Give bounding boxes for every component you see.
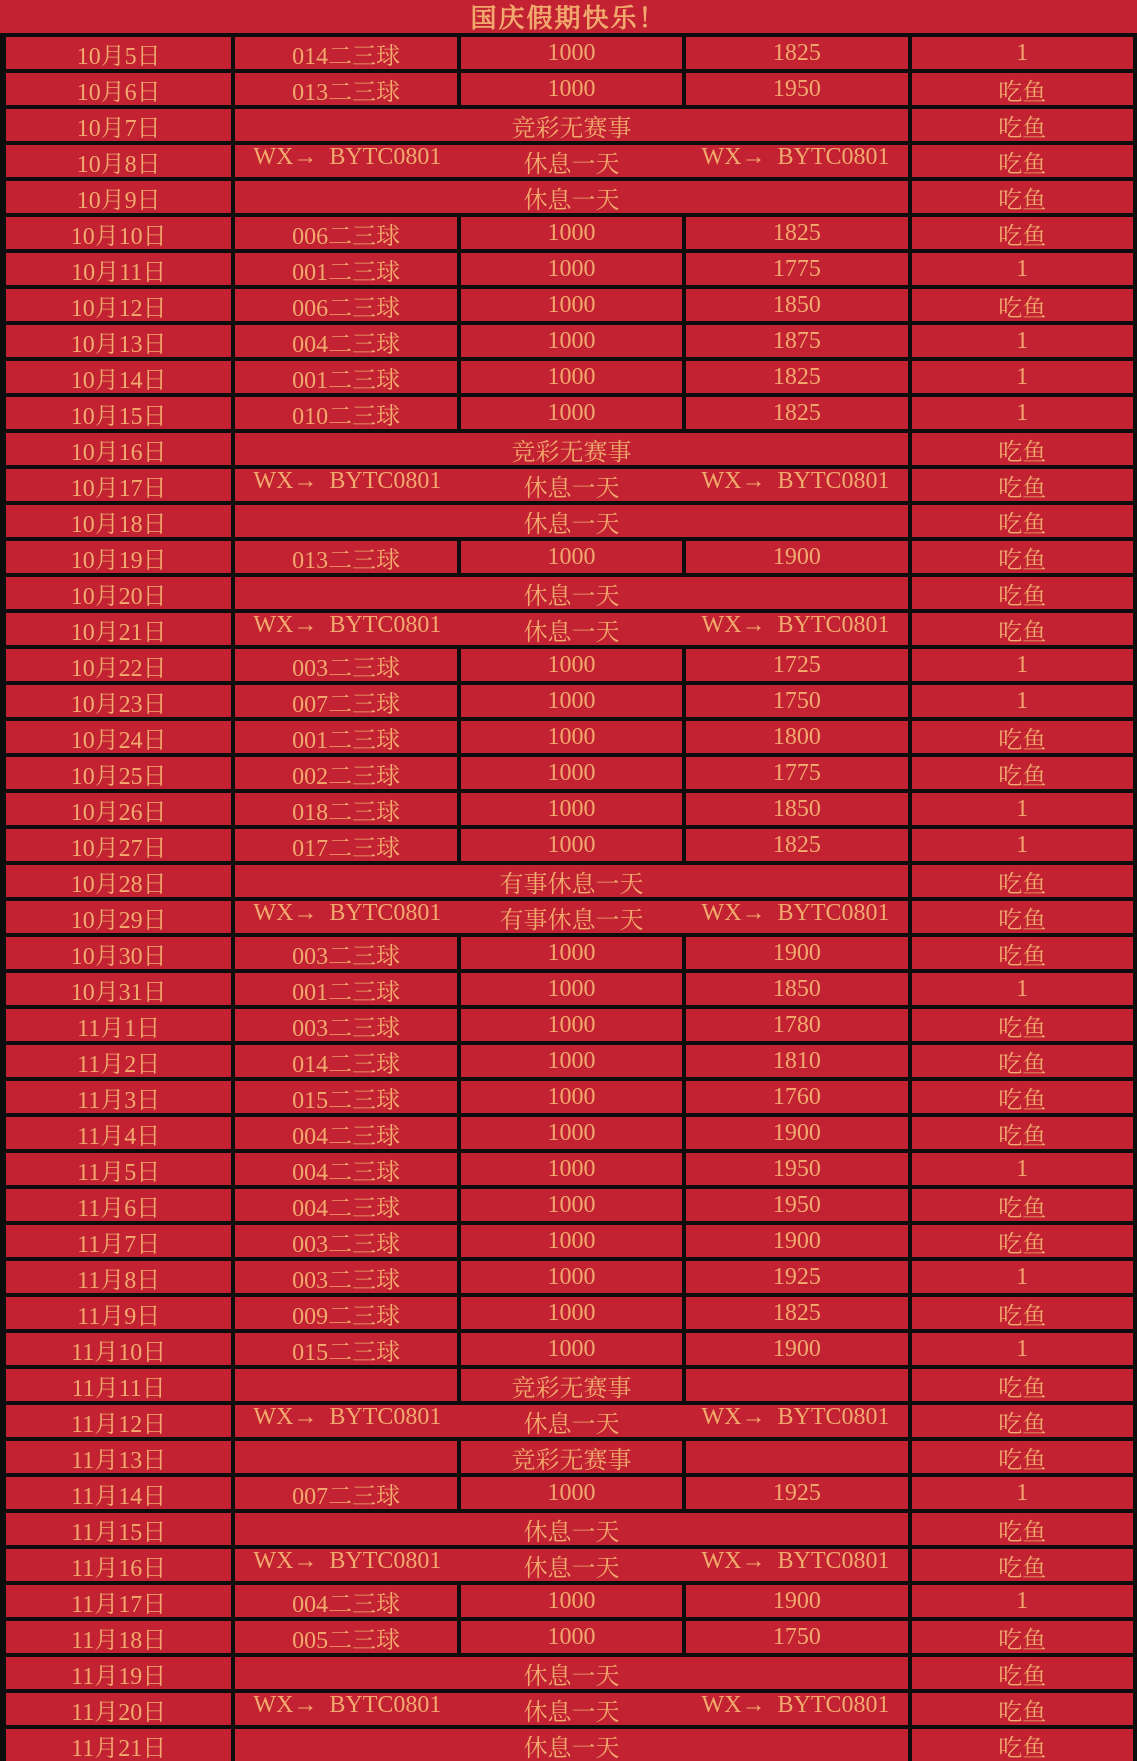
- code-cell: 013二三球: [231, 541, 456, 573]
- table-row: [6, 321, 1133, 357]
- code-cell: 002二三球: [231, 757, 456, 789]
- date-cell: 11月18日: [71, 1627, 167, 1653]
- result-cell: 1: [908, 829, 1133, 861]
- result-cell: 1: [908, 685, 1133, 717]
- date-cell: 10月25日: [70, 763, 167, 789]
- stake-cell: 1000: [457, 1045, 682, 1077]
- result-cell: 吃鱼: [908, 217, 1133, 249]
- odds-cell: 1750: [682, 1621, 907, 1653]
- odds-cell: 1750: [682, 685, 907, 717]
- date-cell: 10月28日: [70, 871, 167, 897]
- date-cell: 10月7日: [76, 115, 161, 141]
- date-cell: 10月18日: [70, 511, 167, 537]
- date-cell: 10月24日: [70, 727, 167, 753]
- table-row: [6, 933, 1133, 969]
- code-cell: 009二三球: [231, 1297, 456, 1329]
- code-cell: 015二三球: [231, 1333, 456, 1365]
- stake-cell: 1000: [457, 829, 682, 861]
- odds-cell: 1925: [682, 1261, 907, 1293]
- result-cell: 吃鱼: [908, 1369, 1133, 1401]
- result-cell: 1: [908, 649, 1133, 681]
- code-cell: [231, 1369, 456, 1401]
- date-cell: 11月8日: [77, 1267, 161, 1293]
- code-cell: 006二三球: [231, 217, 456, 249]
- result-cell: 吃鱼: [908, 1009, 1133, 1041]
- date-cell: 11月20日: [71, 1699, 167, 1725]
- result-cell: 吃鱼: [908, 577, 1133, 609]
- result-cell: 吃鱼: [908, 613, 1133, 645]
- stake-cell: 1000: [457, 649, 682, 681]
- code-cell: 003二三球: [231, 1261, 456, 1293]
- date-cell: 10月8日: [76, 151, 161, 177]
- odds-cell: 1825: [682, 361, 907, 393]
- odds-cell: 1850: [682, 793, 907, 825]
- wx-right-label: WX→ BYTC0801: [701, 145, 890, 170]
- stake-cell: 1000: [457, 217, 682, 249]
- code-cell: 004二三球: [231, 1153, 456, 1185]
- table-row: [6, 1365, 1133, 1401]
- table-row: [6, 1437, 1133, 1473]
- wx-note-cell: [231, 613, 907, 645]
- date-cell: 11月3日: [77, 1087, 161, 1113]
- stake-cell: 1000: [457, 973, 682, 1005]
- note-label: 休息一天: [523, 1555, 620, 1581]
- note-cell: 休息一天: [231, 577, 907, 609]
- table-row: [6, 1725, 1133, 1761]
- date-cell: 11月14日: [71, 1483, 167, 1509]
- result-cell: 1: [908, 1333, 1133, 1365]
- table-row: [6, 465, 1133, 501]
- wx-left-label: WX→ BYTC0801: [253, 613, 442, 638]
- wx-note-cell: [231, 901, 907, 933]
- note-label: 休息一天: [523, 475, 620, 501]
- result-cell: 吃鱼: [908, 1657, 1133, 1689]
- date-cell: 10月21日: [70, 619, 167, 645]
- result-cell: 吃鱼: [908, 1045, 1133, 1077]
- odds-cell: 1875: [682, 325, 907, 357]
- table-row: [6, 1617, 1133, 1653]
- stake-cell: 1000: [457, 1225, 682, 1257]
- result-cell: 1: [908, 1477, 1133, 1509]
- table-row: [6, 33, 1133, 69]
- date-cell: 10月17日: [70, 475, 167, 501]
- table-row: [6, 357, 1133, 393]
- result-cell: 吃鱼: [908, 757, 1133, 789]
- table-row: [6, 1149, 1133, 1185]
- odds-cell: 1825: [682, 1297, 907, 1329]
- code-cell: 015二三球: [231, 1081, 456, 1113]
- code-cell: 001二三球: [231, 361, 456, 393]
- table-row: [6, 1077, 1133, 1113]
- table-row: [6, 1509, 1133, 1545]
- code-cell: 017二三球: [231, 829, 456, 861]
- stake-cell: 1000: [457, 1153, 682, 1185]
- odds-cell: 1825: [682, 217, 907, 249]
- result-cell: 1: [908, 1261, 1133, 1293]
- date-cell: 10月10日: [70, 223, 167, 249]
- code-cell: 003二三球: [231, 1009, 456, 1041]
- stake-cell: 1000: [457, 253, 682, 285]
- result-cell: 吃鱼: [908, 1513, 1133, 1545]
- odds-cell: 1775: [682, 757, 907, 789]
- code-cell: 003二三球: [231, 649, 456, 681]
- code-cell: 004二三球: [231, 1117, 456, 1149]
- result-cell: 吃鱼: [908, 1081, 1133, 1113]
- code-cell: [231, 1441, 456, 1473]
- table-row: [6, 1185, 1133, 1221]
- stake-cell: 1000: [457, 541, 682, 573]
- result-cell: 1: [908, 325, 1133, 357]
- table-row: [6, 717, 1133, 753]
- table-row: [6, 393, 1133, 429]
- result-cell: 1: [908, 1585, 1133, 1617]
- date-cell: 11月7日: [77, 1231, 161, 1257]
- odds-cell: 1725: [682, 649, 907, 681]
- odds-cell: [682, 1369, 907, 1401]
- stake-cell: 1000: [457, 1621, 682, 1653]
- note-cell: 竞彩无赛事: [457, 1441, 682, 1473]
- note-cell: 休息一天: [231, 1513, 907, 1545]
- stake-cell: 1000: [457, 1081, 682, 1113]
- date-cell: 10月23日: [70, 691, 167, 717]
- note-label: 休息一天: [523, 151, 620, 177]
- wx-left-label: WX→ BYTC0801: [253, 901, 442, 926]
- table-row: [6, 753, 1133, 789]
- table-row: [6, 789, 1133, 825]
- result-cell: 吃鱼: [908, 1117, 1133, 1149]
- date-cell: 10月5日: [76, 43, 161, 69]
- wx-note-cell: [231, 1549, 907, 1581]
- result-cell: 吃鱼: [908, 865, 1133, 897]
- code-cell: 006二三球: [231, 289, 456, 321]
- result-cell: 1: [908, 397, 1133, 429]
- date-cell: 11月11日: [71, 1375, 166, 1401]
- note-label: 休息一天: [523, 1699, 620, 1725]
- stake-cell: 1000: [457, 37, 682, 69]
- table-row: [6, 429, 1133, 465]
- date-cell: 10月27日: [70, 835, 167, 861]
- code-cell: 001二三球: [231, 973, 456, 1005]
- table-row: [6, 105, 1133, 141]
- code-cell: 004二三球: [231, 1585, 456, 1617]
- odds-cell: 1775: [682, 253, 907, 285]
- date-cell: 11月2日: [77, 1051, 161, 1077]
- table-row: [6, 1257, 1133, 1293]
- result-cell: 吃鱼: [908, 109, 1133, 141]
- wx-left-label: WX→ BYTC0801: [253, 469, 442, 494]
- table-row: [6, 1293, 1133, 1329]
- wx-right-label: WX→ BYTC0801: [701, 901, 890, 926]
- note-cell: 休息一天: [231, 1657, 907, 1689]
- page-title: 国庆假期快乐！: [470, 4, 667, 33]
- table-row: [6, 825, 1133, 861]
- result-cell: 吃鱼: [908, 1189, 1133, 1221]
- date-cell: 10月26日: [70, 799, 167, 825]
- code-cell: 014二三球: [231, 1045, 456, 1077]
- result-cell: 吃鱼: [908, 1405, 1133, 1437]
- wx-right-label: WX→ BYTC0801: [701, 1405, 890, 1430]
- date-cell: 10月13日: [70, 331, 167, 357]
- code-cell: 003二三球: [231, 1225, 456, 1257]
- result-cell: 吃鱼: [908, 901, 1133, 933]
- table-row: [6, 681, 1133, 717]
- wx-right-label: WX→ BYTC0801: [701, 1549, 890, 1574]
- wx-note-cell: [231, 1693, 907, 1725]
- note-cell: 休息一天: [231, 181, 907, 213]
- table-row: [6, 1653, 1133, 1689]
- odds-cell: 1950: [682, 1153, 907, 1185]
- note-cell: 竞彩无赛事: [457, 1369, 682, 1401]
- odds-cell: 1850: [682, 973, 907, 1005]
- wx-right-label: WX→ BYTC0801: [701, 1693, 890, 1718]
- result-cell: 吃鱼: [908, 1549, 1133, 1581]
- table-row: [6, 969, 1133, 1005]
- wx-note-cell: [231, 469, 907, 501]
- result-cell: 1: [908, 37, 1133, 69]
- stake-cell: 1000: [457, 325, 682, 357]
- date-cell: 10月22日: [70, 655, 167, 681]
- table-row: [6, 1581, 1133, 1617]
- table-row: [6, 1041, 1133, 1077]
- date-cell: 10月9日: [76, 187, 161, 213]
- stake-cell: 1000: [457, 793, 682, 825]
- note-cell: 竞彩无赛事: [231, 109, 907, 141]
- odds-cell: 1900: [682, 937, 907, 969]
- code-cell: 018二三球: [231, 793, 456, 825]
- table-row: [6, 1113, 1133, 1149]
- odds-cell: 1900: [682, 1225, 907, 1257]
- date-cell: 11月16日: [71, 1555, 167, 1581]
- stake-cell: 1000: [457, 937, 682, 969]
- note-label: 休息一天: [523, 1411, 620, 1437]
- table-row: [6, 1221, 1133, 1257]
- wx-left-label: WX→ BYTC0801: [253, 1405, 442, 1430]
- table-row: [6, 501, 1133, 537]
- record-table: [0, 33, 1137, 1761]
- stake-cell: 1000: [457, 1477, 682, 1509]
- code-cell: 014二三球: [231, 37, 456, 69]
- code-cell: 001二三球: [231, 253, 456, 285]
- code-cell: 007二三球: [231, 1477, 456, 1509]
- wx-right-label: WX→ BYTC0801: [701, 469, 890, 494]
- result-cell: 1: [908, 973, 1133, 1005]
- date-cell: 11月17日: [71, 1591, 167, 1617]
- table-row: [6, 537, 1133, 573]
- code-cell: 004二三球: [231, 325, 456, 357]
- stake-cell: 1000: [457, 397, 682, 429]
- date-cell: 10月31日: [70, 979, 167, 1005]
- date-cell: 11月15日: [71, 1519, 167, 1545]
- code-cell: 003二三球: [231, 937, 456, 969]
- result-cell: 吃鱼: [908, 1441, 1133, 1473]
- result-cell: 吃鱼: [908, 145, 1133, 177]
- note-cell: 休息一天: [231, 1729, 907, 1761]
- note-cell: 休息一天: [231, 505, 907, 537]
- stake-cell: 1000: [457, 1585, 682, 1617]
- date-cell: 11月9日: [77, 1303, 161, 1329]
- code-cell: 005二三球: [231, 1621, 456, 1653]
- odds-cell: 1900: [682, 1333, 907, 1365]
- odds-cell: 1810: [682, 1045, 907, 1077]
- odds-cell: 1925: [682, 1477, 907, 1509]
- result-cell: 吃鱼: [908, 1297, 1133, 1329]
- code-cell: 013二三球: [231, 73, 456, 105]
- odds-cell: 1825: [682, 829, 907, 861]
- note-cell: 竞彩无赛事: [231, 433, 907, 465]
- result-cell: 吃鱼: [908, 505, 1133, 537]
- result-cell: 1: [908, 793, 1133, 825]
- odds-cell: 1900: [682, 1585, 907, 1617]
- date-cell: 11月21日: [71, 1735, 167, 1761]
- odds-cell: 1760: [682, 1081, 907, 1113]
- date-cell: 10月29日: [70, 907, 167, 933]
- note-label: 休息一天: [523, 619, 620, 645]
- stake-cell: 1000: [457, 1189, 682, 1221]
- table-row: [6, 213, 1133, 249]
- result-cell: 吃鱼: [908, 1693, 1133, 1725]
- odds-cell: 1900: [682, 1117, 907, 1149]
- wx-left-label: WX→ BYTC0801: [253, 145, 442, 170]
- table-row: [6, 285, 1133, 321]
- stake-cell: 1000: [457, 1261, 682, 1293]
- date-cell: 10月6日: [76, 79, 161, 105]
- stake-cell: 1000: [457, 685, 682, 717]
- table-row: [6, 609, 1133, 645]
- date-cell: 11月12日: [71, 1411, 167, 1437]
- result-cell: 吃鱼: [908, 289, 1133, 321]
- table-row: [6, 897, 1133, 933]
- code-cell: 007二三球: [231, 685, 456, 717]
- table-row: [6, 177, 1133, 213]
- date-cell: 10月20日: [70, 583, 167, 609]
- odds-cell: 1950: [682, 73, 907, 105]
- wx-note-cell: [231, 145, 907, 177]
- date-cell: 10月19日: [70, 547, 167, 573]
- result-cell: 1: [908, 361, 1133, 393]
- odds-cell: 1780: [682, 1009, 907, 1041]
- table-row: [6, 1401, 1133, 1437]
- odds-cell: 1950: [682, 1189, 907, 1221]
- stake-cell: 1000: [457, 1297, 682, 1329]
- wx-left-label: WX→ BYTC0801: [253, 1693, 442, 1718]
- stake-cell: 1000: [457, 721, 682, 753]
- table-row: [6, 1473, 1133, 1509]
- result-cell: 吃鱼: [908, 1729, 1133, 1761]
- table-row: [6, 141, 1133, 177]
- result-cell: 1: [908, 253, 1133, 285]
- odds-cell: 1825: [682, 397, 907, 429]
- result-cell: 吃鱼: [908, 1225, 1133, 1257]
- code-cell: 001二三球: [231, 721, 456, 753]
- odds-cell: 1825: [682, 37, 907, 69]
- table-row: [6, 1329, 1133, 1365]
- result-cell: 吃鱼: [908, 721, 1133, 753]
- date-cell: 10月30日: [70, 943, 167, 969]
- date-cell: 11月19日: [71, 1663, 167, 1689]
- date-cell: 10月11日: [71, 259, 167, 285]
- wx-left-label: WX→ BYTC0801: [253, 1549, 442, 1574]
- table-row: [6, 1005, 1133, 1041]
- code-cell: 004二三球: [231, 1189, 456, 1221]
- odds-cell: 1800: [682, 721, 907, 753]
- result-cell: 吃鱼: [908, 181, 1133, 213]
- result-cell: 吃鱼: [908, 1621, 1133, 1653]
- table-row: [6, 645, 1133, 681]
- odds-cell: 1900: [682, 541, 907, 573]
- code-cell: 010二三球: [231, 397, 456, 429]
- table-row: [6, 861, 1133, 897]
- date-cell: 10月14日: [70, 367, 167, 393]
- stake-cell: 1000: [457, 1009, 682, 1041]
- stake-cell: 1000: [457, 73, 682, 105]
- date-cell: 11月6日: [77, 1195, 161, 1221]
- date-cell: 10月15日: [70, 403, 167, 429]
- result-cell: 1: [908, 1153, 1133, 1185]
- stake-cell: 1000: [457, 289, 682, 321]
- note-cell: 有事休息一天: [231, 865, 907, 897]
- stake-cell: 1000: [457, 361, 682, 393]
- date-cell: 11月4日: [77, 1123, 161, 1149]
- wx-note-cell: [231, 1405, 907, 1437]
- date-cell: 11月5日: [77, 1159, 161, 1185]
- table-row: [6, 1545, 1133, 1581]
- table-row: [6, 573, 1133, 609]
- date-cell: 10月12日: [70, 295, 167, 321]
- result-cell: 吃鱼: [908, 541, 1133, 573]
- date-cell: 11月13日: [71, 1447, 167, 1473]
- table-row: [6, 69, 1133, 105]
- note-label: 有事休息一天: [499, 907, 644, 933]
- wx-right-label: WX→ BYTC0801: [701, 613, 890, 638]
- result-cell: 吃鱼: [908, 469, 1133, 501]
- odds-cell: [682, 1441, 907, 1473]
- result-cell: 吃鱼: [908, 73, 1133, 105]
- stake-cell: 1000: [457, 1333, 682, 1365]
- result-cell: 吃鱼: [908, 433, 1133, 465]
- odds-cell: 1850: [682, 289, 907, 321]
- stake-cell: 1000: [457, 757, 682, 789]
- date-cell: 11月1日: [77, 1015, 161, 1041]
- table-row: [6, 1689, 1133, 1725]
- table-row: [6, 249, 1133, 285]
- stake-cell: 1000: [457, 1117, 682, 1149]
- result-cell: 吃鱼: [908, 937, 1133, 969]
- date-cell: 10月16日: [70, 439, 167, 465]
- date-cell: 11月10日: [71, 1339, 167, 1365]
